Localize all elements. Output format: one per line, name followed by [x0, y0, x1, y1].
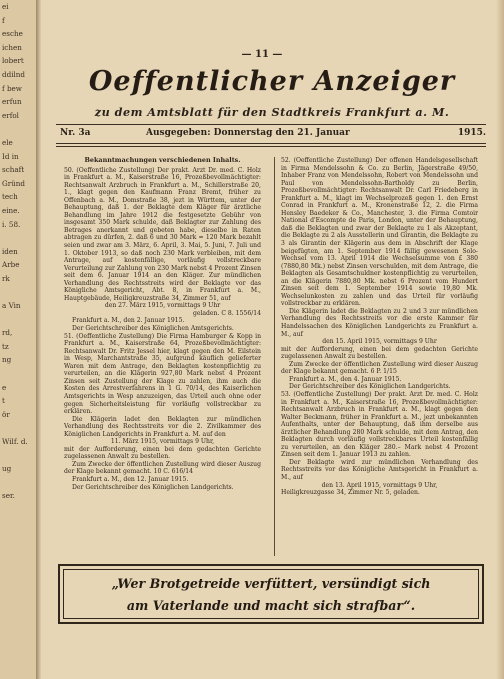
fragment-line: ser. [2, 491, 15, 501]
notice-paragraph: Der Beklagte wird zur mündlichen Verhandlung des Rechtsstreits vor das Königliche Amtsgericht in Frankfurt a. M., auf [281, 458, 478, 481]
slogan-line-2: am Vaterlande und macht sich strafbar“. [126, 598, 416, 613]
notice-paragraph: 51. (Oeffentliche Zustellung) Die Firma Hamburger & Kopp in Frankfurt a. M., Kaiserstraße 64, Prozeßbevollmächtigter: Rechtsanwalt Dr. Fritz Jessel hier, klagt gegen den M. Eilstein in Wesp, Marchantstraße 35, aufgrund käuflich gelieferter Waren mit dem Antrage, den Beklagten kostenpflichtig zu verurteilen, an die Klägerin 927,80 Mark nebst 4 Prozent Zinsen seit Zustellung der Klage zu zahlen, ihm auch die Kosten des Arrestverfahrens in 1 G. 70/14, des Kaiserlichen Amtsgerichts in Wesp anzuzeigen, das Urteil auch ohne oder gegen Sicherheitsleistung für vorläufig vollstreckbar zu erklären. [64, 332, 261, 416]
binding-fold [36, 0, 41, 679]
right-column [281, 157, 478, 497]
header-rule-top [56, 124, 486, 125]
adjacent-page-fragment [0, 0, 37, 679]
slogan-box-inner-frame [63, 569, 479, 619]
fragment-line: Arbe [2, 260, 20, 270]
fragment-line: iden [2, 246, 18, 256]
fragment-line [0, 421, 36, 435]
fragment-line: tech [2, 192, 18, 202]
fragment-line: esche [2, 29, 23, 39]
notice-paragraph: Heiligkreuzgasse 34, Zimmer Nr. 5, geladen. [281, 489, 420, 497]
fragment-line: tz [2, 341, 9, 351]
column-divider [274, 157, 275, 556]
notice-paragraph: 53. (Oeffentliche Zustellung) Der prakt. Arzt Dr. med. C. Holz in Frankfurt a. M., Kaiserstraße 16, Prozeßbevollmächtigter: Rechtsanwalt Arzbruch in Frankfurt a. M., klagt gegen den Walter Beckmann, früher in Frankfurt a. M., jezt unbekannten Aufenthalts, unter der Behauptung, daß ihm derselbe aus ärztlicher Behandlung 280 Mark schulde, mit dem Antrag, den Beklagten durch vorläufig vollstreckbares Urteil kostenfällig zu verurteilen, an den Kläger 280.– Mark nebst 4 Prozent Zinsen seit dem 1. Januar 1913 zu zahlen. [281, 390, 478, 459]
fragment-line [0, 285, 36, 299]
fragment-line: schaft [2, 165, 25, 175]
fragment-line: ichen [2, 42, 22, 52]
fragment-line: ddilnd [2, 69, 26, 79]
fragment-line: a Vin [2, 301, 21, 311]
fragment-line: ei [2, 2, 9, 11]
fragment-line: rk [2, 273, 10, 283]
issue-year: 1915. [457, 128, 486, 138]
notice-paragraph: Zum Zwecke der öffentlichen Zustellung wird dieser Auszug der Klage bekannt gemacht. 10 C. 616/14 [64, 460, 261, 476]
fragment-line: erfun [2, 97, 22, 107]
header-rule-bottom [56, 146, 486, 147]
header-rule-mid [56, 143, 486, 144]
notice-paragraph: 50. (Oeffentliche Zustellung) Der prakt. Arzt Dr. med. C. Holz in Frankfurt a. M., Kaiserstraße 16, Prozeßbevollmächtigter: Rechtsanwalt Arzbruch in Frankfurt a. M., Schillerstraße 20, 1., klagt gegen den Kaufmann Franz Bremt, früher zu Offenbach a. M., Domstraße 38, jezt in Württem, unter der Behauptung, daß 1. der Beklagte dem Kläger für ärztliche Behandlung im Jahre 1912 die festgesetzte Gebühr von insgesamt 350 Mark schulde, daß Beklagter zur Zahlung des Betrages anerkannt und gebeten habe, dieselbe in Raten abtragen zu dürfen, 2. daß 6 und 30 Mark = 120 Mark bezahlt seien und zwar am 3. März, 6. April, 3. Mai, 5. Juni, 7. Juli und 1. Oktober 1913, so daß noch 230 Mark verbleiben, mit dem Antrage, auf kostenfällige, vorläufig vollstreckbare Verurteilung zur Zahlung von 230 Mark nebst 4 Prozent Zinsen seit dem 6. Januar 1914 an den Kläger. Zur mündlichen Verhandlung des Rechtsstreits wird der Beklagte vor das Königliche Amtsgericht, Abt. 8, in Frankfurt a. M., Hauptgebäude, Heiligkreuzstraße 34, Zimmer 51, auf [64, 166, 261, 302]
fragment-line: e [2, 382, 7, 392]
left-column [64, 157, 261, 491]
fragment-line: ug [2, 464, 12, 474]
notice-paragraph: Der Gerichtschreiber des Königlichen Landgerichts. [289, 383, 451, 391]
notice-paragraph: Frankfurt a. M., den 4. Januar 1915. [289, 375, 402, 383]
notice-paragraph: 52. (Oeffentliche Zustellung) Der offenen Handelsgesellschaft in Firma Mendelssohn & Co. zu Berlin, Jägerstraße 49/50, Inhaber Franz von Mendelssohn, Robert von Mendelssohn und Paul von Mendelssohn-Bartholdy zu Berlin, Prozeßbevollmächtigter: Rechtsanwalt Dr. Carl Friedeberg in Frankfurt a. M., klagt im Wechselprozeß gegen 1. den Ernst Conrad in Frankfurt a. M., Kronenstraße 12, 2. die Firma Hensley Baedeker & Co., Manchester, 3. die Firma Comtoir National d'Escompte de Paris, London, unter der Behauptung, daß die Beklagten und zwar der Beklagte zu 1 als Akzeptant, die Beklagte zu 2 als Ausstellerin und Girantin, die Beklagte zu 3 als Girantin der Klägerin aus dem in Abschrift der Klage beigefügten, am 1. September 1914 fällig gewesenen Solo-Wechsel vom 13. April 1914 die Wechselsumme von £ 380 (7880,80 Mk.) nebst Zinsen verschulden, mit dem Antrage, die Beklagten als Gesamtschuldner kostenpflichtig zu verurteilen, an die Klägerin 7880,80 Mk. nebst 6 Prozent vom Hundert Zinsen seit dem 1. September 1914 sowie 19,80 Mk. Wechselunkosten zu zahlen und das Urteil für vorläufig vollstreckbar zu erklären. [281, 157, 478, 308]
fragment-line: i. 58. [2, 219, 21, 229]
fragment-line: ele [2, 137, 13, 147]
notice-paragraph: geladen. C 8. 1556/14 [192, 309, 261, 317]
fragment-line: rd, [2, 328, 13, 338]
notice-paragraph: Frankfurt a. M., den 12. Januar 1915. [72, 475, 189, 483]
fragment-line: ng [2, 355, 12, 365]
page-number: — 11 — [241, 49, 283, 60]
notice-paragraph: Der Gerichtschreiber des Königlichen Amtsgerichts. [72, 325, 234, 333]
fragment-line: lobert [2, 56, 24, 66]
masthead-title: Oeffentlicher Anzeiger [88, 66, 456, 97]
fragment-line [0, 231, 36, 245]
notice-paragraph: Zum Zwecke der öffentlichen Zustellung wird dieser Auszug der Klage bekannt gemacht. 6 P. 1/15 [281, 360, 478, 376]
fragment-line [0, 449, 36, 463]
issue-number: Nr. 3a [60, 128, 91, 138]
notice-paragraph: Der Gerichtschreiber des Königlichen Landgerichts. [72, 483, 234, 491]
notice-paragraph: den 15. April 1915, vormittags 9 Uhr [322, 338, 437, 346]
masthead-subtitle: zu dem Amtsblatt für den Stadtkreis Frankfurt a. M. [94, 105, 450, 119]
fragment-line: eine. [2, 205, 20, 215]
notice-paragraph: 11. März 1915, vormittags 9 Uhr, [110, 438, 215, 446]
notice-paragraph: Die Klägerin ladet die Beklagten zu 2 und 3 zur mündlichen Verhandlung des Rechtsstreits vor die erste Kammer für Handelssachen des Königlichen Landgerichts zu Frankfurt a. M., auf [281, 307, 478, 338]
notice-paragraph: Die Klägerin ladet den Beklagten zur mündlichen Verhandlung des Rechtsstreits vor die 2. Zivilkammer des Königlichen Landgerichts in Frankfurt a. M. auf den [64, 415, 261, 438]
fragment-line: erfol [2, 110, 19, 120]
slogan-box [58, 564, 484, 624]
notice-paragraph: Frankfurt a. M., den 2. Januar 1915. [72, 317, 185, 325]
notice-paragraph: den 27. März 1915, vormittags 9 Uhr [104, 302, 221, 310]
slogan-line-1: „Wer Brotgetreide verfüttert, versündigt sich [111, 576, 431, 591]
notice-paragraph: den 13. April 1915, vormittags 9 Uhr, [321, 481, 438, 489]
notice-paragraph: mit der Aufforderung, einen bei dem gedachten Gerichte zugelassenen Anwalt zu bestellen. [64, 445, 261, 461]
fragment-line: Wilf. d. [2, 437, 28, 446]
page-edge-shadow [496, 0, 504, 679]
fragment-line [0, 367, 36, 381]
fragment-line: Id in [2, 151, 19, 161]
fragment-line: Gründ [2, 178, 26, 188]
fragment-line [0, 313, 36, 327]
fragment-line [0, 476, 36, 490]
fragment-line: t [2, 396, 5, 406]
fragment-line: ör [2, 409, 10, 419]
issue-date: Ausgegeben: Donnerstag den 21. Januar [146, 128, 350, 138]
fragment-line: f bew [2, 83, 22, 93]
notice-paragraph: Bekanntmachungen verschiedenen Inhalts. [84, 156, 241, 164]
fragment-line: f [2, 15, 5, 25]
newspaper-page [42, 0, 504, 679]
fragment-line [0, 122, 36, 136]
notice-paragraph: mit der Aufforderung, einen bei dem gedachten Gerichte zugelassenen Anwalt zu bestellen. [281, 345, 478, 361]
